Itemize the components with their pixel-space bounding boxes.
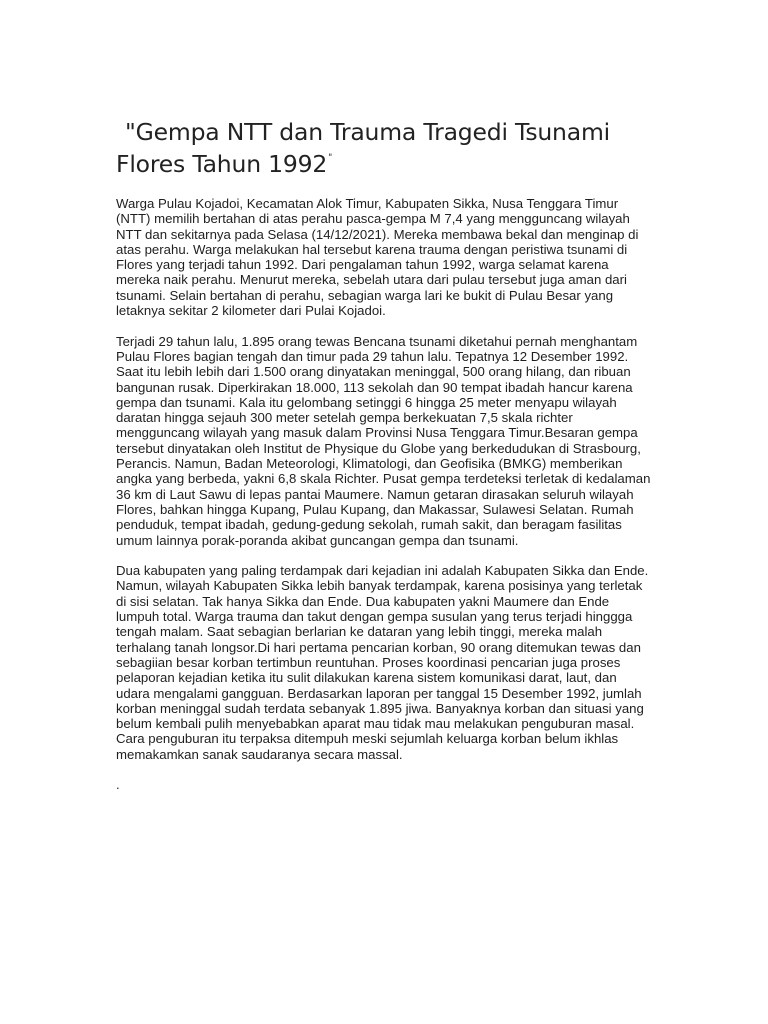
document-title <box>116 116 652 180</box>
title-text: "Gempa NTT dan Trauma Tragedi Tsunami Flores Tahun 1992 <box>116 118 610 178</box>
paragraph-2: Terjadi 29 tahun lalu, 1.895 orang tewas Bencana tsunami diketahui pernah menghantam Pulau Flores bagian tengah dan timur pada 29 tahun lalu. Tepatnya 12 Desember 1992. Saat itu lebih lebih dari 1.500 orang dinyatakan meninggal, 500 orang hilang, dan ribuan bangunan rusak. Diperkirakan 18.000, 113 sekolah dan 90 tempat ibadah hancur karena gempa dan tsunami. Kala itu gelombang setinggi 6 hingga 25 meter menyapu wilayah daratan hingga sejauh 300 meter setelah gempa berkekuatan 7,5 skala richter mengguncang wilayah yang masuk dalam Provinsi Nusa Tenggara Timur.Besaran gempa tersebut dinyatakan oleh Institut de Physique du Globe yang berkedudukan di Strasbourg, Perancis. Namun, Badan Meteorologi, Klimatologi, dan Geofisika (BMKG) memberikan angka yang berbeda, yakni 6,8 skala Richter. Pusat gempa terdeteksi terletak di kedalaman 36 km di Laut Sawu di lepas pantai Maumere. Namun getaran dirasakan seluruh wilayah Flores, bahkan hingga Kupang, Pulau Kupang, dan Makassar, Sulawesi Selatan. Rumah penduduk, tempat ibadah, gedung-gedung sekolah, rumah sakit, dan beragam fasilitas umum lainnya porak-poranda akibat guncangan gempa dan tsunami. <box>116 333 651 548</box>
paragraph-3: Dua kabupaten yang paling terdampak dari kejadian ini adalah Kabupaten Sikka dan Ende. Namun, wilayah Kabupaten Sikka lebih banyak terdampak, karena posisinya yang terletak di sisi selatan. Tak hanya Sikka dan Ende. Dua kabupaten yakni Maumere dan Ende lumpuh total. Warga trauma dan takut dengan gempa susulan yang terus terjadi hinggga tengah malam. Saat sebagian berlarian ke dataran yang lebih tinggi, mereka malah terhalang tanah longsor.Di hari pertama pencarian korban, 90 orang ditemukan tewas dan sebagiian besar korban tertimbun reuntuhan. Proses koordinasi pencarian juga proses pelaporan kejadian ketika itu sulit dilakukan karena sistem komunikasi darat, laut, dan udara mengalami gangguan. Berdasarkan laporan per tanggal 15 Desember 1992, jumlah korban meninggal sudah terdata sebanyak 1.895 jiwa. Banyaknya korban dan situasi yang belum kembali pulih menyebabkan aparat mau tidak mau melakukan penguburan masal. Cara penguburan itu terpaksa ditempuh meski sejumlah keluarga korban belum ikhlas memakamkan sanak saudaranya secara massal. <box>116 563 649 762</box>
trailing-dot: . <box>116 777 120 793</box>
document-page <box>116 116 652 792</box>
title-close-quote: " <box>328 153 333 163</box>
paragraph-1: Warga Pulau Kojadoi, Kecamatan Alok Timur, Kabupaten Sikka, Nusa Tenggara Timur (NTT) memilih bertahan di atas perahu pasca-gempa M 7,4 yang mengguncang wilayah NTT dan sekitarnya pada Selasa (14/12/2021). Mereka membawa bekal dan menginap di atas perahu. Warga melakukan hal tersebut karena trauma dengan peristiwa tsunami di Flores yang terjadi tahun 1992. Dari pengalaman tahun 1992, warga selamat karena mereka naik perahu. Menurut mereka, sebelah utara dari pulau tersebut juga aman dari tsunami. Selain bertahan di perahu, sebagian warga lari ke bukit di Pulau Besar yang letaknya sekitar 2 kilometer dari Pulai Kojadoi. <box>116 196 639 319</box>
